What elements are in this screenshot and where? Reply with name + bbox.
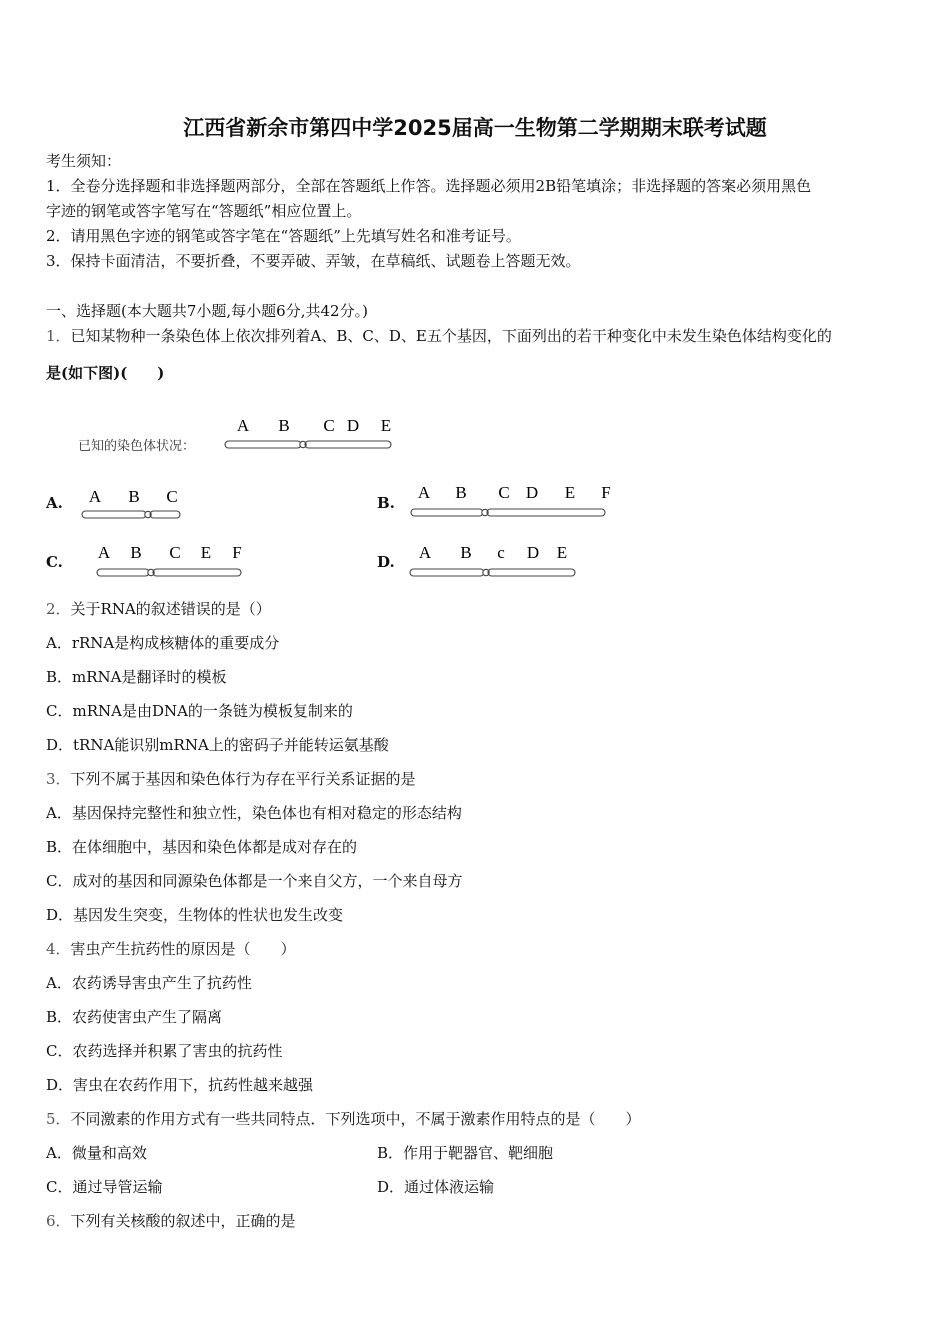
chromosome-arm-left <box>410 569 484 576</box>
gene-label: B <box>278 416 290 435</box>
option-c-chromosome[interactable] <box>92 540 252 585</box>
gene-label: D <box>346 416 360 435</box>
notice-heading: 考生须知： <box>46 152 122 170</box>
answer-option[interactable]: A．rRNA是构成核糖体的重要成分 <box>46 634 280 652</box>
chromosome-arm-right <box>487 509 605 516</box>
gene-label: A <box>236 416 250 435</box>
chromosome-arm-right <box>150 511 180 518</box>
answer-option[interactable]: A．基因保持完整性和独立性，染色体也有相对稳定的形态结构 <box>46 804 462 822</box>
question-text: 关于RNA的叙述错误的是（） <box>70 600 271 618</box>
gene-label: E <box>200 543 212 562</box>
notice-item: 字迹的钢笔或答字笔写在“答题纸”相应位置上。 <box>46 202 362 220</box>
gene-label: F <box>601 483 611 502</box>
gene-label: D <box>525 483 539 502</box>
gene-label: A <box>417 483 431 502</box>
answer-option[interactable]: A．农药诱导害虫产生了抗药性 <box>46 974 252 992</box>
gene-label: C <box>498 483 510 502</box>
answer-option[interactable]: D．基因发生突变，生物体的性状也发生改变 <box>46 906 344 924</box>
gene-label: F <box>232 543 242 562</box>
question-number: 1． <box>46 327 71 345</box>
chromosome-arm-left <box>97 569 149 576</box>
option-label: B. <box>377 494 395 512</box>
gene-label: c <box>497 543 505 562</box>
answer-option[interactable]: A．微量和高效 <box>46 1144 147 1162</box>
known-chromosome-label: 已知的染色体状况： <box>78 439 196 454</box>
gene-label: A <box>418 543 432 562</box>
known-chromosome-diagram <box>220 410 400 455</box>
question-6-stem <box>46 1210 296 1232</box>
option-d-chromosome[interactable] <box>407 540 587 585</box>
question-number: 5． <box>46 1110 71 1128</box>
notice-item: 2．请用黑色字迹的钢笔或答字笔在“答题纸”上先填写姓名和准考证号。 <box>46 227 521 245</box>
gene-label: B <box>130 543 142 562</box>
gene-label: A <box>88 487 102 506</box>
gene-label: E <box>564 483 576 502</box>
question-number: 4． <box>46 940 71 958</box>
gene-label: D <box>526 543 540 562</box>
notice-item: 1．全卷分选择题和非选择题两部分，全部在答题纸上作答。选择题必须用2B铅笔填涂；非选择题的答案必须用黑色 <box>46 177 812 195</box>
question-text: 下列有关核酸的叙述中，正确的是 <box>70 1212 296 1230</box>
answer-option[interactable]: D．害虫在农药作用下，抗药性越来越强 <box>46 1076 314 1094</box>
answer-option[interactable]: B．在体细胞中，基因和染色体都是成对存在的 <box>46 838 358 856</box>
gene-label: A <box>97 543 111 562</box>
option-label: D. <box>377 553 395 571</box>
gene-label: B <box>128 487 140 506</box>
answer-option[interactable]: B．mRNA是翻译时的模板 <box>46 668 227 686</box>
notice-item: 3．保持卡面清洁，不要折叠，不要弄破、弄皱，在草稿纸、试题卷上答题无效。 <box>46 252 581 270</box>
option-label: A. <box>46 494 63 512</box>
question-text: 不同激素的作用方式有一些共同特点．下列选项中，不属于激素作用特点的是（ ） <box>70 1110 641 1128</box>
option-a-chromosome[interactable] <box>78 483 188 525</box>
question-number: 6． <box>46 1212 71 1230</box>
gene-label: C <box>323 416 335 435</box>
question-text: 下列不属于基因和染色体行为存在平行关系证据的是 <box>70 770 416 788</box>
answer-option[interactable]: C．成对的基因和同源染色体都是一个来自父方，一个来自母方 <box>46 872 463 890</box>
gene-label: B <box>455 483 467 502</box>
gene-label: B <box>460 543 472 562</box>
question-text: 害虫产生抗药性的原因是（ ） <box>70 940 296 958</box>
answer-option[interactable]: D．tRNA能识别mRNA上的密码子并能转运氨基酸 <box>46 736 389 754</box>
option-label: C. <box>46 553 63 571</box>
question-3-stem <box>46 768 416 790</box>
page-title: 江西省新余市第四中学2025届高一生物第二学期期末联考试题 <box>183 116 767 140</box>
question-4-stem <box>46 938 296 960</box>
option-b-chromosome[interactable] <box>407 480 617 525</box>
chromosome-arm-right <box>153 569 241 576</box>
answer-option[interactable]: B．作用于靶器官、靶细胞 <box>377 1144 554 1162</box>
chromosome-arm-right <box>488 569 575 576</box>
question-1-stem-cont: 是(如下图)( ) <box>46 364 165 382</box>
chromosome-arm-left <box>411 509 483 516</box>
gene-label: C <box>169 543 181 562</box>
answer-option[interactable]: D．通过体液运输 <box>377 1178 495 1196</box>
question-2-stem <box>46 598 271 620</box>
question-number: 3． <box>46 770 71 788</box>
question-text: 已知某物种一条染色体上依次排列着A、B、C、D、E五个基因，下面列出的若干种变化中未发生染色体结构变化的 <box>70 327 832 345</box>
gene-label: C <box>166 487 178 506</box>
gene-label: E <box>380 416 392 435</box>
question-5-stem <box>46 1108 641 1130</box>
section-heading: 一、选择题(本大题共7小题,每小题6分,共42分。) <box>46 302 368 320</box>
answer-option[interactable]: B．农药使害虫产生了隔离 <box>46 1008 223 1026</box>
question-1-stem <box>46 325 832 347</box>
question-number: 2． <box>46 600 71 618</box>
chromosome-arm-left <box>82 511 146 518</box>
answer-option[interactable]: C．通过导管运输 <box>46 1178 163 1196</box>
gene-label: E <box>556 543 568 562</box>
chromosome-arm-left <box>225 441 301 448</box>
chromosome-arm-right <box>305 441 391 448</box>
answer-option[interactable]: C．农药选择并积累了害虫的抗药性 <box>46 1042 283 1060</box>
answer-option[interactable]: C．mRNA是由DNA的一条链为模板复制来的 <box>46 702 353 720</box>
